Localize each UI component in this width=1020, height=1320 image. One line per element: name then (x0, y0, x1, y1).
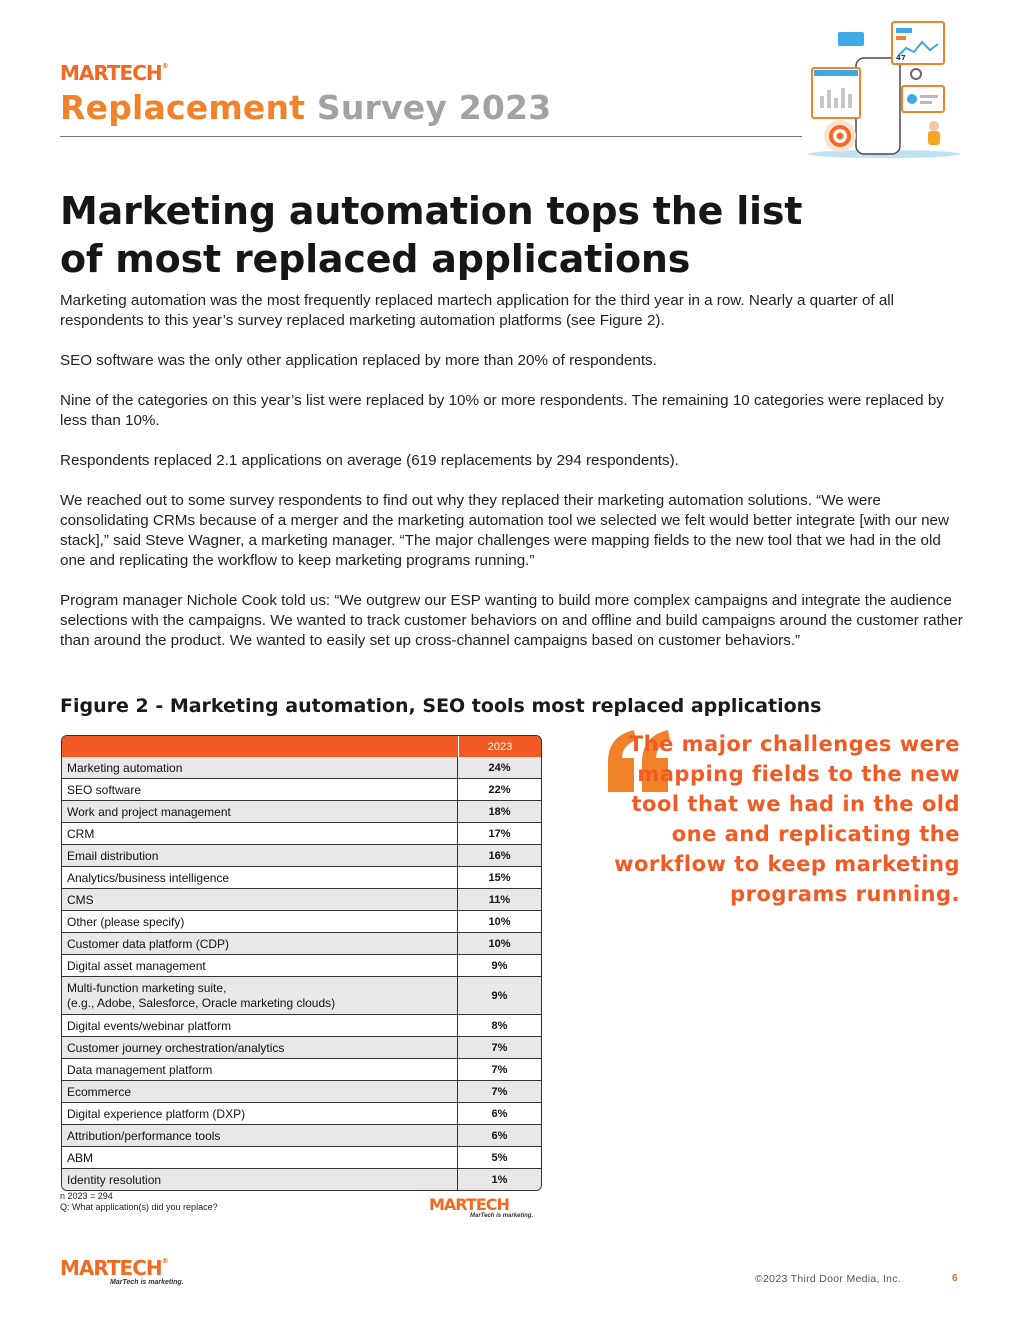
replacement-percentage: 24% (488, 761, 511, 774)
application-label: SEO software (62, 779, 458, 800)
table-row (62, 800, 541, 822)
application-label: Customer journey orchestration/analytics (62, 1037, 458, 1058)
table-row (62, 1036, 541, 1058)
figure-title: Figure 2 - Marketing automation, SEO tools most replaced applications (60, 695, 822, 717)
header-divider (60, 136, 802, 137)
application-label: CMS (62, 889, 458, 910)
table-row (62, 1146, 541, 1168)
table-row (62, 1102, 541, 1124)
replacement-percentage: 7% (491, 1085, 508, 1098)
table-row (62, 866, 541, 888)
sample-size-note: n 2023 = 294 (60, 1191, 113, 1201)
question-note: Q: What application(s) did you replace? (60, 1202, 218, 1212)
application-label: Digital experience platform (DXP) (62, 1103, 458, 1124)
replacement-percentage: 9% (491, 959, 508, 972)
table-row (62, 976, 541, 1014)
table-row (62, 1014, 541, 1036)
application-label: Identity resolution (62, 1169, 458, 1190)
application-label-line: Multi-function marketing suite, (67, 980, 227, 995)
paragraph: We reached out to some survey respondents to find out why they replaced their marketing automation solutions. “We were consolidating CRMs because of a merger and the marketing automation tool we selected we felt would better integrate [with our new stack],” said Steve Wagner, a marketing manager. “The major challenges were mapping fields to the new tool that we had in the old one and replicating the workflow to keep marketing programs running.” (60, 492, 949, 569)
application-label-line: (e.g., Adobe, Salesforce, Oracle marketing clouds) (67, 995, 336, 1010)
report-title-rest: Survey 2023 (316, 88, 552, 127)
application-label: Data management platform (62, 1059, 458, 1080)
pull-quote: The major challenges were mapping fields to the new tool that we had in the old one and replicating the workflow to keep marketing programs running. (614, 732, 960, 906)
copyright: ©2023 Third Door Media, Inc. (755, 1273, 902, 1285)
table-row (62, 778, 541, 800)
table-row (62, 1080, 541, 1102)
replacement-percentage: 18% (488, 805, 511, 818)
martech-logo-footer: MARTECH® (60, 1256, 168, 1280)
replacement-percentage: 7% (491, 1041, 508, 1054)
application-label (62, 977, 458, 1014)
replacement-percentage: 1% (491, 1173, 508, 1186)
table-row (62, 888, 541, 910)
table-row (62, 1168, 541, 1190)
replacement-percentage: 16% (488, 849, 511, 862)
replacement-percentage: 17% (488, 827, 511, 840)
application-label: Ecommerce (62, 1081, 458, 1102)
application-label: CRM (62, 823, 458, 844)
replacement-percentage: 10% (488, 915, 511, 928)
figure-notes (60, 1191, 218, 1213)
paragraph: SEO software was the only other application replaced by more than 20% of respondents. (60, 352, 657, 369)
table-header-year: 2023 (487, 740, 513, 753)
replacement-percentage: 5% (491, 1151, 508, 1164)
article-body (60, 291, 965, 671)
hero-counter: 47 (896, 54, 906, 62)
paragraph: Program manager Nichole Cook told us: “We outgrew our ESP wanting to build more complex campaigns and integrate the audience selections with the campaigns. We wanted to track customer behaviors on and offline and build campaigns around the customer rather than around the product. We wanted to easily set up cross-channel campaigns based on customer behaviors.” (60, 592, 963, 649)
replacement-percentage: 6% (491, 1107, 508, 1120)
martech-logo: MARTECH® (60, 61, 168, 85)
application-label: Marketing automation (62, 757, 458, 778)
replacement-percentage: 9% (491, 989, 508, 1002)
paragraph: Nine of the categories on this year’s list were replaced by 10% or more respondents. The remaining 10 categories were replaced by less than 10%. (60, 392, 944, 429)
application-label: Customer data platform (CDP) (62, 933, 458, 954)
application-label: Other (please specify) (62, 911, 458, 932)
marketing-dashboard-illustration (804, 18, 964, 160)
replacement-percentage: 8% (491, 1019, 508, 1032)
table-row (62, 932, 541, 954)
page-number: 6 (952, 1273, 958, 1284)
paragraph: Respondents replaced 2.1 applications on average (619 replacements by 294 respondents). (60, 452, 679, 469)
martech-logo-figure: MARTECH (429, 1195, 509, 1214)
table-row (62, 757, 541, 778)
replacement-percentage: 15% (488, 871, 511, 884)
table-row (62, 954, 541, 976)
replacement-percentage: 11% (488, 893, 511, 906)
table-body (62, 757, 541, 1190)
table-row (62, 822, 541, 844)
application-label: Analytics/business intelligence (62, 867, 458, 888)
report-title-accent: Replacement (60, 88, 306, 127)
table-header-label-cell (62, 736, 459, 757)
application-label: Digital events/webinar platform (62, 1015, 458, 1036)
paragraph: Marketing automation was the most frequently replaced martech application for the third year in a row. Nearly a quarter of all respondents to this year’s survey replaced marketing automation platforms (see Figure 2). (60, 292, 895, 329)
replacement-percentage: 10% (488, 937, 511, 950)
application-label: Email distribution (62, 845, 458, 866)
replacement-percentage: 7% (491, 1063, 508, 1076)
report-title (60, 88, 551, 127)
martech-tagline-footer: MarTech is marketing. (110, 1279, 184, 1286)
replaced-applications-table (61, 735, 542, 1191)
table-header (62, 736, 541, 757)
table-row (62, 1124, 541, 1146)
application-label: Digital asset management (62, 955, 458, 976)
application-label: ABM (62, 1147, 458, 1168)
replacement-percentage: 6% (491, 1129, 508, 1142)
table-row (62, 910, 541, 932)
martech-tagline-figure: MarTech is marketing. (470, 1213, 534, 1219)
application-label: Work and project management (62, 801, 458, 822)
application-label: Attribution/performance tools (62, 1125, 458, 1146)
article-headline: Marketing automation tops the list of most replaced applications (60, 189, 803, 281)
table-row (62, 1058, 541, 1080)
table-row (62, 844, 541, 866)
replacement-percentage: 22% (488, 783, 511, 796)
